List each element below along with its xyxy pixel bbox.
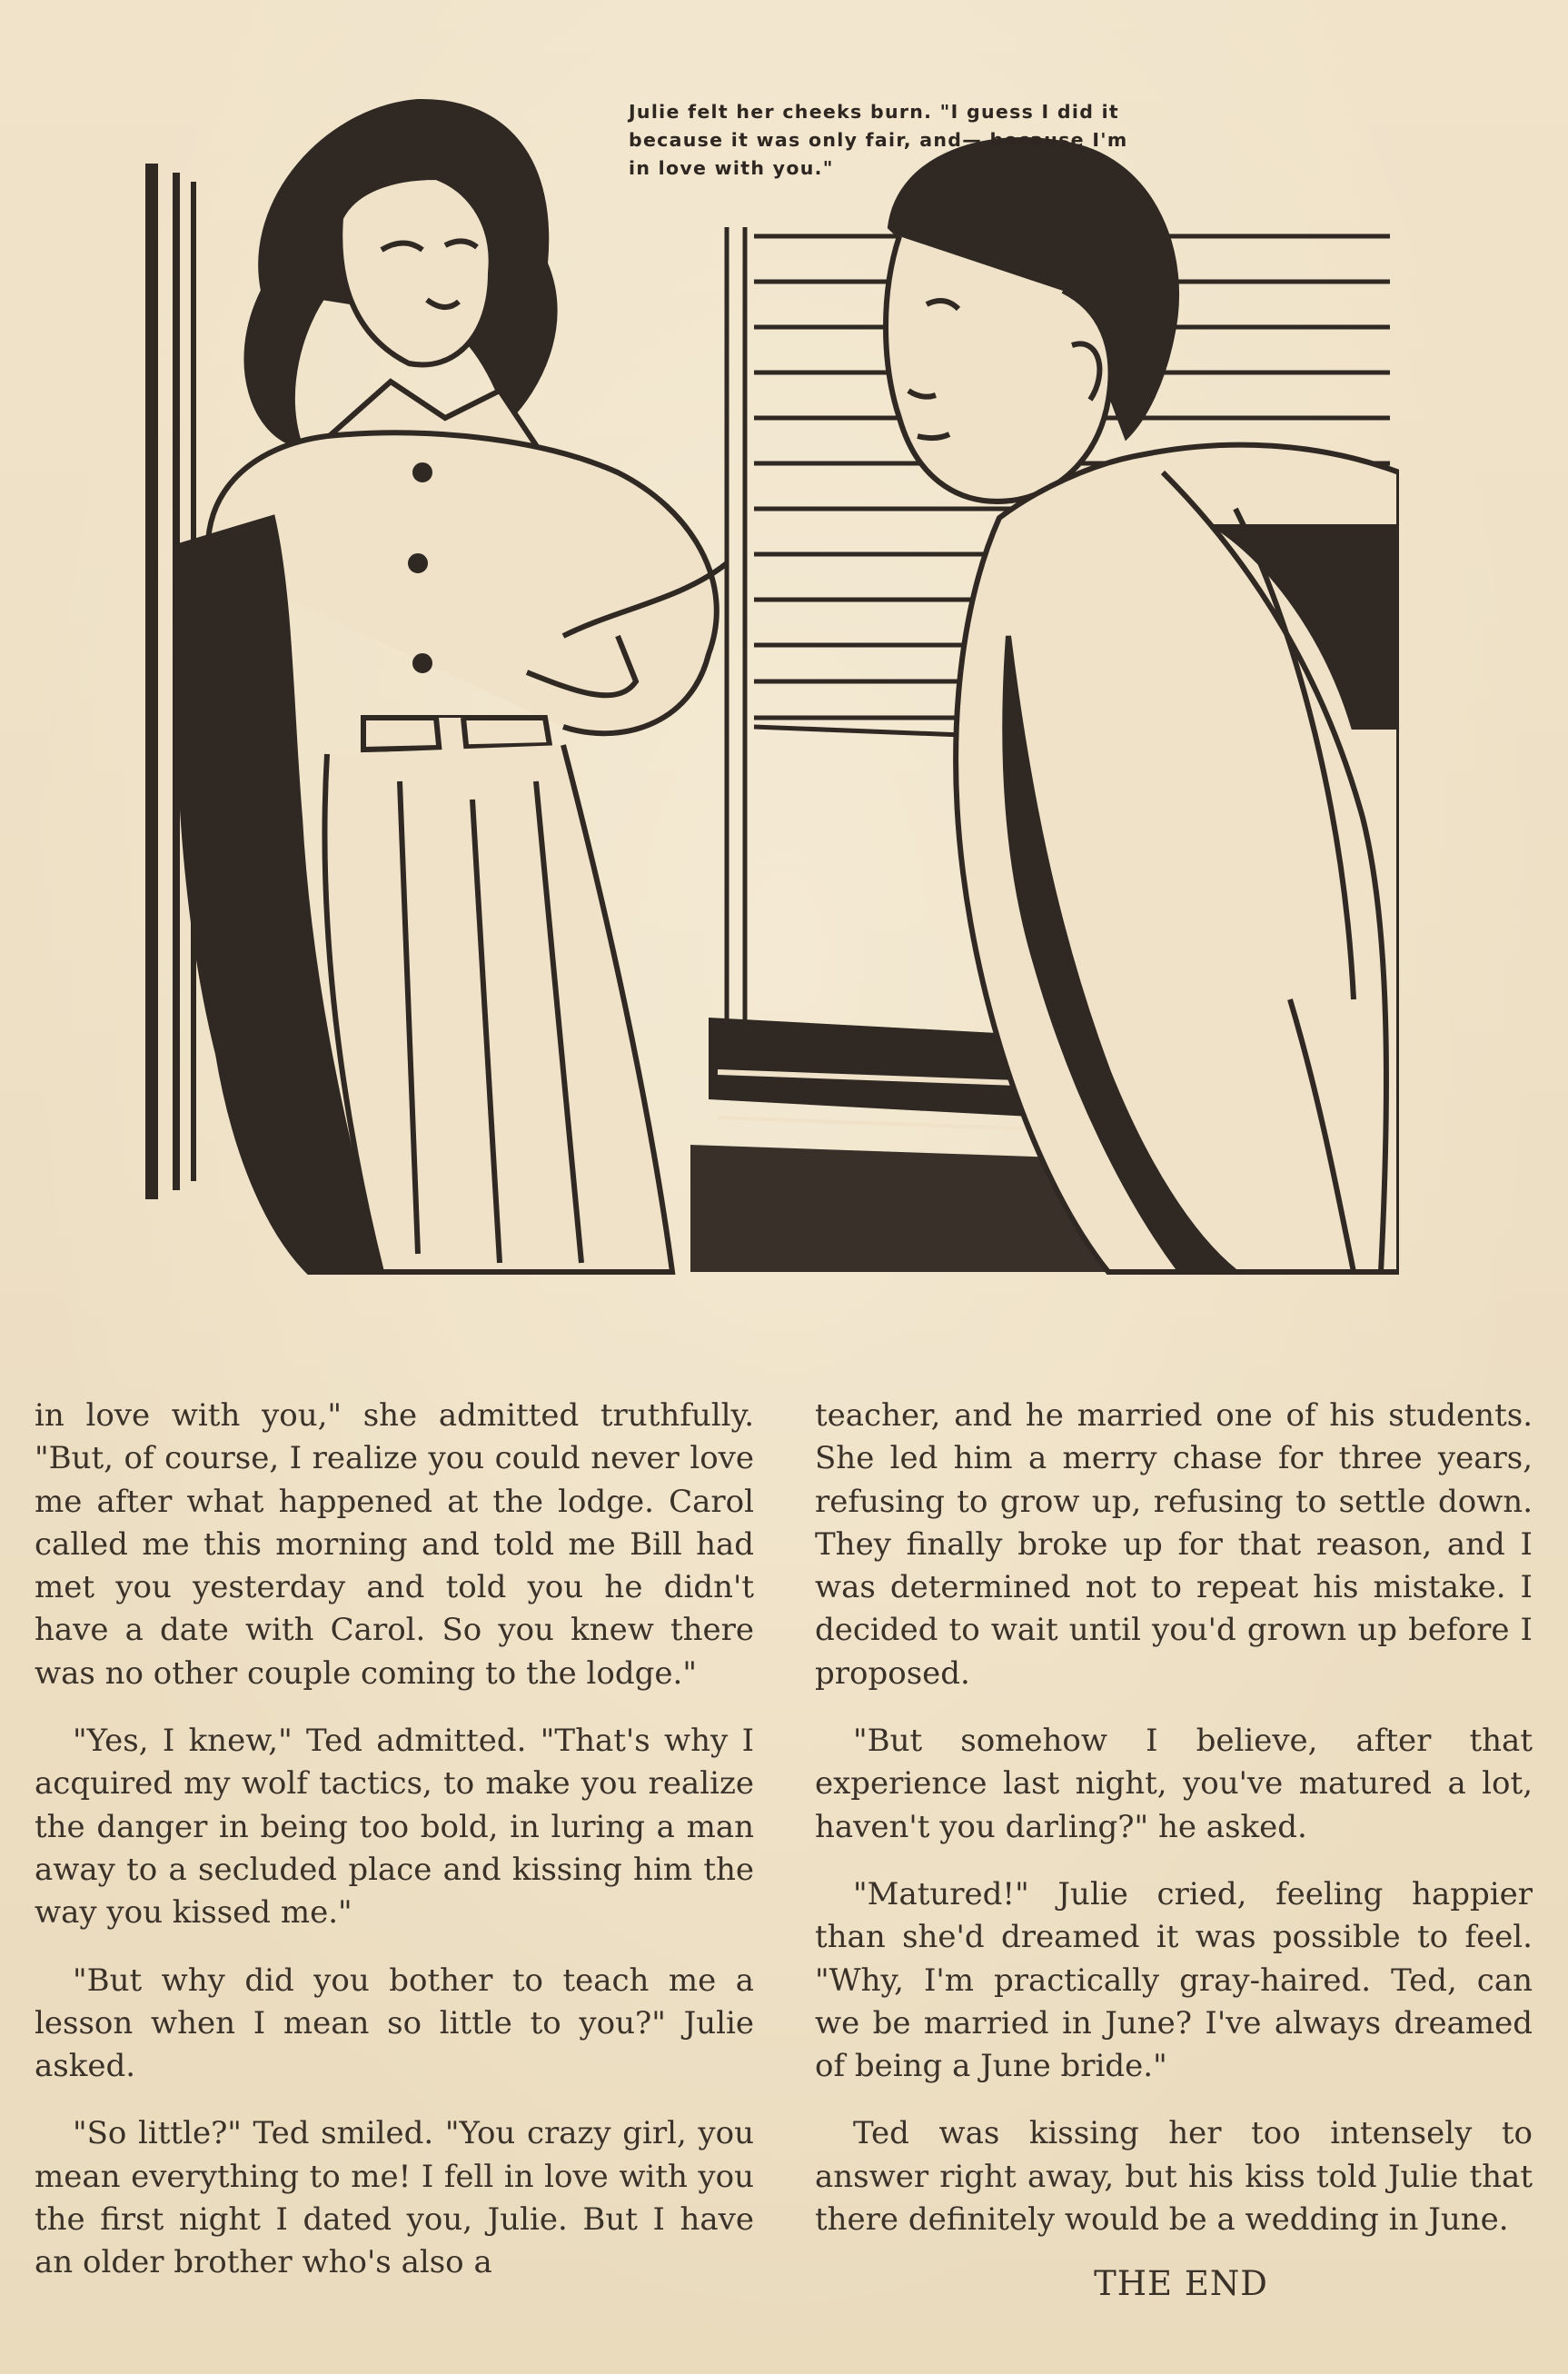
paragraph: "But why did you bother to teach me a lesson when I mean so little to you?" Julie asked.	[35, 1962, 754, 2085]
illustration-caption: Julie felt her cheeks burn. "I guess I did it because it was only fair, and— because I'm in love with you."	[629, 101, 1128, 179]
paragraph: "Matured!" Julie cried, feeling happier than she'd dreamed it was possible to feel. "Why, I'm practically gray-haired. Ted, can we be married in June? I've always dreamed of being a June bride."	[815, 1875, 1533, 2085]
the-end-label: THE END	[1094, 2264, 1268, 2303]
romance-illustration	[145, 91, 1399, 1290]
paragraph: "But somehow I believe, after that experience last night, you've matured a lot, haven't you darling?" he asked.	[815, 1723, 1533, 1845]
paragraph: Ted was kissing her too intensely to answer right away, but his kiss told Julie that there definitely would be a wedding in June.	[815, 2115, 1533, 2239]
paragraph: teacher, and he married one of his students. She led him a merry chase for three years, refusing to grow up, refusing to settle down. They finally broke up for that reason, and I was determined not to repeat his mistake. I decided to wait until you'd grown up before I proposed.	[815, 1397, 1533, 1692]
text-column-right	[815, 1395, 1533, 2266]
text-column-left	[35, 1395, 754, 2309]
paragraph: in love with you," she admitted truthfully. "But, of course, I realize you could never love me after what happened at the lodge. Carol called me this morning and told me Bill had met you yesterday and told you he didn't have a date with Carol. So you knew there was no other couple coming to the lodge."	[35, 1397, 754, 1692]
paragraph: "Yes, I knew," Ted admitted. "That's why I acquired my wolf tactics, to make you realize the danger in being too bold, in luring a man away to a secluded place and kissing him the way you kissed me."	[35, 1723, 754, 1932]
paragraph: "So little?" Ted smiled. "You crazy girl, you mean everything to me! I fell in love with you the first night I dated you, Julie. But I have an older brother who's also a	[35, 2115, 754, 2281]
woman-figure	[178, 102, 727, 1272]
